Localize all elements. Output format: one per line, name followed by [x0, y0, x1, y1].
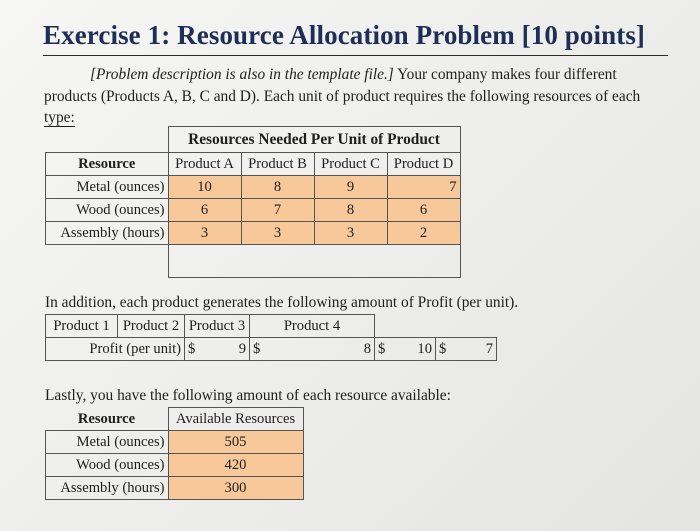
profit-column-4: Product 4 [250, 315, 375, 338]
cell-metal-c: 9 [314, 176, 387, 199]
cell-metal-b: 8 [241, 176, 314, 199]
available-label-metal: Metal (ounces) [46, 431, 169, 454]
header-available: Available Resources [168, 408, 303, 431]
profit-value-3: 10 [417, 341, 432, 357]
profit-column-1: Product 1 [46, 315, 118, 338]
group-header: Resources Needed Per Unit of Product [168, 127, 460, 153]
column-header-b: Product B [241, 153, 314, 176]
cell-wood-d: 6 [387, 199, 460, 222]
profit-value-1: 9 [238, 341, 246, 357]
cell-assembly-a: 3 [168, 222, 241, 245]
description-line-3: type: [44, 109, 75, 126]
cell-wood-b: 7 [241, 199, 314, 222]
row-label-metal: Metal (ounces) [46, 176, 169, 199]
title-divider [43, 55, 668, 56]
available-resources-table [45, 407, 304, 500]
available-label-assembly: Assembly (hours) [46, 477, 169, 500]
profit-value-2: 8 [363, 341, 371, 357]
profit-intro: In addition, each product generates the following amount of Profit (per unit). [45, 294, 519, 311]
table-row [46, 222, 461, 245]
currency-symbol: $ [188, 341, 196, 357]
row-label-wood: Wood (ounces) [46, 199, 169, 222]
header-resource: Resource [77, 410, 136, 427]
table-row [46, 199, 461, 222]
table-row [46, 431, 304, 454]
profit-row-label: Profit (per unit) [46, 338, 185, 361]
available-value-assembly: 300 [168, 477, 303, 500]
available-value-wood: 420 [168, 454, 303, 477]
profit-table [45, 314, 497, 361]
problem-description [44, 64, 674, 129]
description-line-1: Your company makes four different [393, 66, 617, 83]
cell-assembly-d: 2 [387, 222, 460, 245]
cell-wood-c: 8 [314, 199, 387, 222]
column-header-c: Product C [314, 153, 387, 176]
available-intro: Lastly, you have the following amount of each resource available: [45, 387, 451, 404]
cell-assembly-b: 3 [241, 222, 314, 245]
available-label-wood: Wood (ounces) [46, 454, 169, 477]
cell-metal-d: 7 [387, 176, 460, 199]
template-note: [Problem description is also in the template file.] [90, 66, 394, 83]
row-label-assembly: Assembly (hours) [46, 222, 169, 245]
corner-label: Resource [46, 153, 169, 176]
table-row [46, 338, 497, 361]
currency-symbol: $ [378, 341, 386, 357]
table-row [46, 477, 304, 500]
cell-metal-a: 10 [168, 176, 241, 199]
cell-wood-a: 6 [168, 199, 241, 222]
table-row [46, 176, 461, 199]
table-row [46, 454, 304, 477]
exercise-title: Exercise 1: Resource Allocation Problem [10 points] [43, 20, 646, 50]
profit-column-2: Product 2 [118, 315, 185, 338]
cell-assembly-c: 3 [314, 222, 387, 245]
column-header-d: Product D [387, 153, 460, 176]
empty-footer-cell [168, 245, 460, 278]
profit-value-4: 7 [485, 341, 493, 357]
available-value-metal: 505 [168, 431, 303, 454]
currency-symbol: $ [253, 341, 261, 357]
description-line-2: products (Products A, B, C and D). Each unit of product requires the following resources of each [44, 87, 641, 105]
column-header-a: Product A [168, 153, 241, 176]
currency-symbol: $ [439, 341, 447, 357]
profit-column-3: Product 3 [185, 315, 250, 338]
resources-per-unit-table [45, 126, 461, 278]
